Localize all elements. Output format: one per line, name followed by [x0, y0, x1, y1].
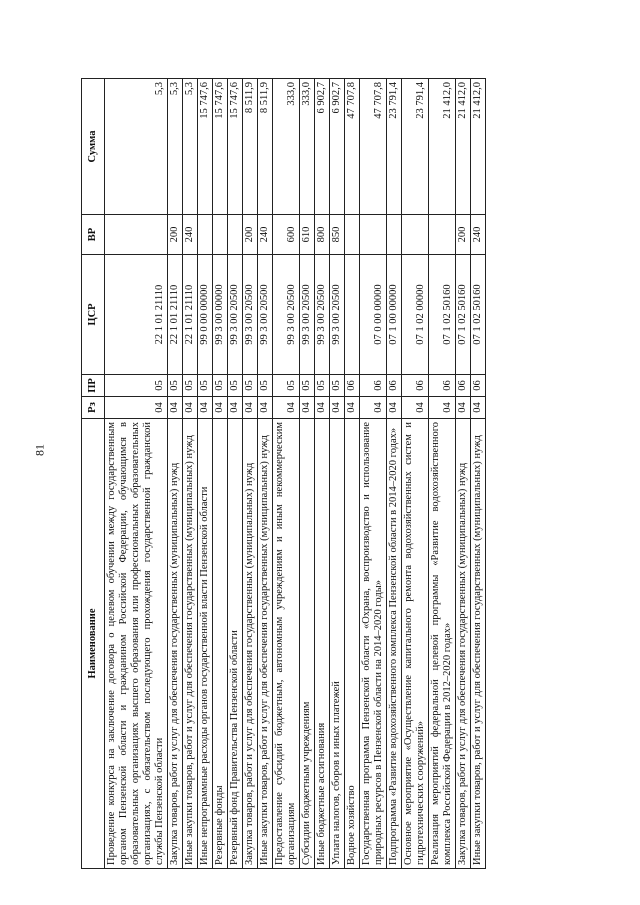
budget-table: [81, 78, 486, 869]
cell-pr: 05: [273, 375, 300, 397]
cell-name: Закупка товаров, работ и услуг для обеспечения государственных (муниципальных) нужд: [168, 419, 183, 869]
cell-vr: 800: [315, 215, 330, 255]
cell-csr: 99 3 00 20500: [273, 255, 300, 375]
cell-name: Реализация мероприятий федеральной целевой программы «Развитие водохозяйственного комплекса Российской Федерации в 2012–2020 годах»: [429, 419, 456, 869]
cell-pr: 05: [183, 375, 198, 397]
cell-csr: 22 1 01 21110: [168, 255, 183, 375]
cell-csr: 99 3 00 20500: [300, 255, 315, 375]
cell-csr: 99 3 00 20500: [330, 255, 345, 375]
cell-vr: [213, 215, 228, 255]
cell-sum: 47 707,8: [360, 79, 387, 215]
cell-name: Резервный фонд Правительства Пензенской области: [228, 419, 243, 869]
table-row: [258, 79, 273, 869]
cell-name: Закупка товаров, работ и услуг для обеспечения государственных (муниципальных) нужд: [243, 419, 258, 869]
cell-rz: 04: [258, 397, 273, 419]
header-csr: ЦСР: [82, 255, 105, 375]
cell-rz: 04: [105, 397, 168, 419]
cell-rz: 04: [429, 397, 456, 419]
cell-rz: 04: [183, 397, 198, 419]
table-row: [345, 79, 360, 869]
cell-name: Водное хозяйство: [345, 419, 360, 869]
cell-pr: 05: [213, 375, 228, 397]
header-vr: ВР: [82, 215, 105, 255]
cell-csr: 07 1 02 50160: [456, 255, 471, 375]
table-row: [105, 79, 168, 869]
cell-pr: 06: [360, 375, 387, 397]
cell-vr: [360, 215, 387, 255]
table-row: [183, 79, 198, 869]
cell-name: Субсидии бюджетным учреждениям: [300, 419, 315, 869]
cell-name: Резервные фонды: [213, 419, 228, 869]
cell-pr: 06: [387, 375, 402, 397]
cell-vr: 200: [168, 215, 183, 255]
cell-pr: 05: [258, 375, 273, 397]
cell-rz: 04: [228, 397, 243, 419]
cell-pr: 06: [402, 375, 429, 397]
cell-vr: 610: [300, 215, 315, 255]
cell-sum: 5,3: [168, 79, 183, 215]
cell-rz: 04: [471, 397, 486, 419]
cell-csr: 07 1 02 00000: [402, 255, 429, 375]
cell-sum: 8 511,9: [258, 79, 273, 215]
cell-csr: 99 3 00 20500: [243, 255, 258, 375]
cell-csr: 07 1 00 00000: [387, 255, 402, 375]
cell-sum: 47 707,8: [345, 79, 360, 215]
cell-sum: 5,3: [105, 79, 168, 215]
cell-sum: 333,0: [273, 79, 300, 215]
cell-rz: 04: [330, 397, 345, 419]
cell-sum: 5,3: [183, 79, 198, 215]
cell-name: Иные бюджетные ассигнования: [315, 419, 330, 869]
cell-name: Предоставление субсидий бюджетным, автономным учреждениям и иным некоммерческим организациям: [273, 419, 300, 869]
cell-rz: 04: [456, 397, 471, 419]
cell-sum: 6 902,7: [315, 79, 330, 215]
cell-vr: [387, 215, 402, 255]
cell-vr: 240: [183, 215, 198, 255]
cell-csr: 99 3 00 20500: [315, 255, 330, 375]
cell-rz: 04: [300, 397, 315, 419]
header-sum: Сумма: [82, 79, 105, 215]
cell-rz: 04: [402, 397, 429, 419]
cell-sum: 333,0: [300, 79, 315, 215]
table-row: [228, 79, 243, 869]
cell-vr: [429, 215, 456, 255]
cell-csr: 99 3 00 20500: [258, 255, 273, 375]
cell-sum: 21 412,0: [429, 79, 456, 215]
cell-rz: 04: [315, 397, 330, 419]
cell-csr: 22 1 01 21110: [183, 255, 198, 375]
cell-name: Иные закупки товаров, работ и услуг для обеспечения государственных (муниципальных) нужд: [183, 419, 198, 869]
cell-vr: 240: [471, 215, 486, 255]
cell-pr: 05: [168, 375, 183, 397]
cell-rz: 04: [243, 397, 258, 419]
cell-sum: 15 747,6: [213, 79, 228, 215]
cell-pr: 06: [471, 375, 486, 397]
table-body: [105, 79, 486, 869]
cell-vr: 600: [273, 215, 300, 255]
cell-name: Основное мероприятие «Осуществление капитального ремонта водохозяйственных систем и гидротехнических сооружений»: [402, 419, 429, 869]
cell-rz: 04: [387, 397, 402, 419]
cell-name: Подпрограмма «Развитие водохозяйственного комплекса Пензенской области в 2014–2020 годах»: [387, 419, 402, 869]
cell-pr: 06: [429, 375, 456, 397]
cell-name: Уплата налогов, сборов и иных платежей: [330, 419, 345, 869]
cell-sum: 21 412,0: [456, 79, 471, 215]
cell-csr: [345, 255, 360, 375]
table-row: [330, 79, 345, 869]
cell-vr: [105, 215, 168, 255]
cell-pr: 05: [243, 375, 258, 397]
cell-sum: 21 412,0: [471, 79, 486, 215]
cell-pr: 05: [330, 375, 345, 397]
cell-pr: 05: [315, 375, 330, 397]
cell-sum: 23 791,4: [402, 79, 429, 215]
cell-name: Закупка товаров, работ и услуг для обеспечения государственных (муниципальных) нужд: [456, 419, 471, 869]
cell-csr: 99 0 00 00000: [198, 255, 213, 375]
cell-sum: 23 791,4: [387, 79, 402, 215]
cell-vr: 200: [456, 215, 471, 255]
cell-name: Проведение конкурса на заключение договора о целевом обучении между государственным органом Пензенской области и гражданином Российской Федерации, обучающимся в образовательных организациях высшего образования или профессиональных образовательных организациях, с обязательством последующего прохождения государственной гражданской службы Пензенской области: [105, 419, 168, 869]
table-row: [273, 79, 300, 869]
cell-vr: [228, 215, 243, 255]
cell-rz: 04: [273, 397, 300, 419]
table-row: [387, 79, 402, 869]
table-row: [456, 79, 471, 869]
cell-csr: 99 3 00 20500: [228, 255, 243, 375]
table-row: [168, 79, 183, 869]
table-row: [243, 79, 258, 869]
cell-vr: 850: [330, 215, 345, 255]
cell-rz: 04: [213, 397, 228, 419]
table-header-row: [82, 79, 105, 869]
table-row: [471, 79, 486, 869]
header-rz: Рз: [82, 397, 105, 419]
cell-vr: [345, 215, 360, 255]
table-row: [198, 79, 213, 869]
cell-name: Государственная программа Пензенской области «Охрана, воспроизводство и использование природных ресурсов в Пензенской области на 2014–2020 годы»: [360, 419, 387, 869]
cell-pr: 05: [105, 375, 168, 397]
cell-vr: [402, 215, 429, 255]
table-row: [300, 79, 315, 869]
cell-pr: 06: [456, 375, 471, 397]
cell-pr: 05: [300, 375, 315, 397]
cell-rz: 04: [345, 397, 360, 419]
cell-csr: 07 1 02 50160: [471, 255, 486, 375]
cell-name: Иные непрограммные расходы органов государственной власти Пензенской области: [198, 419, 213, 869]
cell-pr: 06: [345, 375, 360, 397]
header-name: Наименование: [82, 419, 105, 869]
page-number: 81: [32, 444, 47, 456]
cell-vr: [198, 215, 213, 255]
cell-csr: 22 1 01 21110: [105, 255, 168, 375]
cell-pr: 05: [228, 375, 243, 397]
cell-sum: 15 747,6: [198, 79, 213, 215]
cell-sum: 15 747,6: [228, 79, 243, 215]
table-row: [315, 79, 330, 869]
header-pr: ПР: [82, 375, 105, 397]
rotated-table-container: [81, 79, 551, 869]
cell-rz: 04: [168, 397, 183, 419]
table-row: [402, 79, 429, 869]
cell-vr: 240: [258, 215, 273, 255]
table-row: [429, 79, 456, 869]
cell-name: Иные закупки товаров, работ и услуг для обеспечения государственных (муниципальных) нужд: [471, 419, 486, 869]
cell-csr: 99 3 00 00000: [213, 255, 228, 375]
table-row: [360, 79, 387, 869]
cell-vr: 200: [243, 215, 258, 255]
cell-name: Иные закупки товаров, работ и услуг для обеспечения государственных (муниципальных) нужд: [258, 419, 273, 869]
cell-rz: 04: [360, 397, 387, 419]
cell-csr: 07 0 00 00000: [360, 255, 387, 375]
cell-sum: 6 902,7: [330, 79, 345, 215]
table-row: [213, 79, 228, 869]
cell-csr: 07 1 02 50160: [429, 255, 456, 375]
cell-rz: 04: [198, 397, 213, 419]
cell-sum: 8 511,9: [243, 79, 258, 215]
cell-pr: 05: [198, 375, 213, 397]
